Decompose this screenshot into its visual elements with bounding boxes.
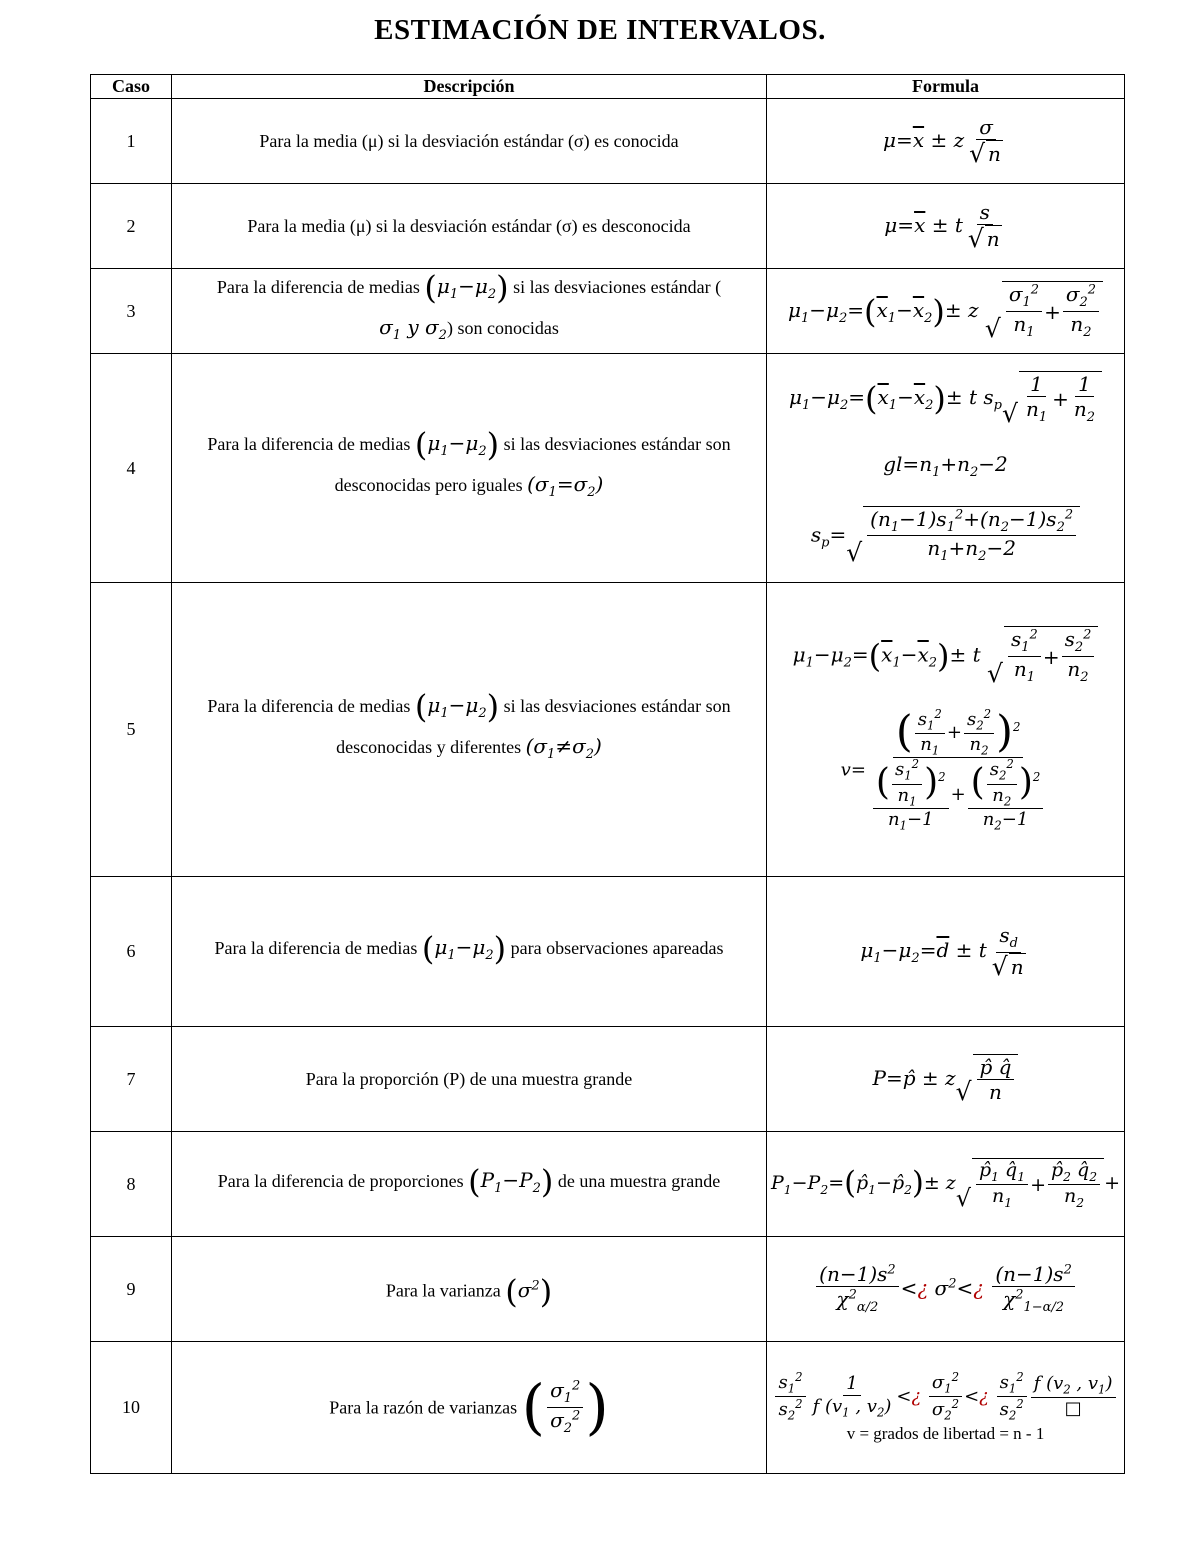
formula-4b: $gl=n_1+n_2-2$ xyxy=(883,451,1008,480)
description-cell: Para la diferencia de medias $(\mu_1-\mu_2)$ si las desviaciones estándar son desconocidas y diferentes $(\sigma_1\ne\sigma_2)$ xyxy=(172,583,767,877)
formula-cell xyxy=(767,1342,1125,1474)
formula-8: $P_1-P_2=(p̂_1-p̂_2)\pm z$ √ $\frac{p̂_1 q̂_1}{n_1}$ + $\frac{p̂_2 q̂_2}{n_2}$ + xyxy=(770,1158,1120,1212)
formula-cell xyxy=(767,877,1125,1027)
formula-1: $\mu=\overline{x} \pm z$ σ √ n xyxy=(883,114,1001,169)
formula-cell xyxy=(767,354,1125,583)
table-row xyxy=(91,583,1125,877)
formula-7: P=p̂ ± z √ $\frac{p̂ q̂}{n}$ xyxy=(873,1066,1019,1090)
table-row xyxy=(91,1027,1125,1132)
formula-3: $\mu_1-\mu_2=(\overline{x}_1-\overline{x}_2)\pm z$ √ $\frac{\sigma_1^2}{n_1}$ + $\frac{\sigma_2^2}{n_2}$ xyxy=(788,298,1103,322)
formula-cell xyxy=(767,1237,1125,1342)
table-row xyxy=(91,269,1125,354)
page-title: ESTIMACIÓN DE INTERVALOS. xyxy=(374,14,826,46)
description-cell: Para la media (μ) si la desviación estándar (σ) es conocida xyxy=(172,99,767,184)
caso-cell: 10 xyxy=(91,1342,172,1474)
description-cell: Para la diferencia de medias $(\mu_1-\mu_2)$ para observaciones apareadas xyxy=(172,877,767,1027)
description-cell: Para la media (μ) si la desviación estándar (σ) es desconocida xyxy=(172,184,767,269)
formula-cell xyxy=(767,99,1125,184)
caso-cell: 5 xyxy=(91,583,172,877)
description-cell: Para la proporción (P) de una muestra grande xyxy=(172,1027,767,1132)
caso-cell: 8 xyxy=(91,1132,172,1237)
formula-cell xyxy=(767,184,1125,269)
intervals-table xyxy=(90,74,1125,1474)
formula-6: $\mu_1-\mu_2=\overline{d} \pm t$ $s_d$ √ n xyxy=(860,922,1024,982)
formula-9: $\frac{(n-1)s^2}{\chi^2_{\alpha/2}}$ <¿ $\sigma^2<¿$ $\frac{(n-1)s^2}{\chi^2_{1-\alpha/2}}$ xyxy=(814,1276,1077,1300)
formula-5a: $\mu_1-\mu_2=(\overline{x}_1-\overline{x}_2)\pm t$ √ $\frac{s_1^2}{n_1}$ + $\frac{s_2^2}{n_2}$ xyxy=(793,626,1099,686)
table-row xyxy=(91,1132,1125,1237)
table-row xyxy=(91,99,1125,184)
header-descripcion: Descripción xyxy=(172,75,767,99)
description-cell: Para la diferencia de medias $(\mu_1-\mu_2)$ si las desviaciones estándar ( $\sigma_1$ y $\sigma_2$) son conocidas xyxy=(172,269,767,354)
table-row xyxy=(91,877,1125,1027)
caso-cell: 4 xyxy=(91,354,172,583)
formula-2: $\mu=\overline{x} \pm t$ s √ n xyxy=(884,199,1000,254)
caso-cell: 2 xyxy=(91,184,172,269)
formula-5b: v= ( $\frac{s_1^2}{n_1}$ + $\frac{s_2^2}{n_2}$ )$^2$ ( $\frac{s_1^2}{n_1}$ )$^2$ $n_1-1$ + ( $\frac{s_2^2}{n_2}$ )$^2$ $n_2-1$ xyxy=(841,708,1051,833)
caso-cell: 7 xyxy=(91,1027,172,1132)
formula-cell xyxy=(767,269,1125,354)
description-cell: Para la diferencia de medias $(\mu_1-\mu_2)$ si las desviaciones estándar son desconocidas pero iguales $(\sigma_1=\sigma_2)$ xyxy=(172,354,767,583)
caso-cell: 6 xyxy=(91,877,172,1027)
caso-cell: 3 xyxy=(91,269,172,354)
caso-cell: 1 xyxy=(91,99,172,184)
description-cell: Para la razón de varianzas ( $\frac{\sigma_1^2}{\sigma_2^2}$ ) xyxy=(172,1342,767,1474)
header-formula: Formula xyxy=(767,75,1125,99)
caso-cell: 9 xyxy=(91,1237,172,1342)
formula-4c: $s_p=$ √ $\frac{(n_1-1)s_1^2+(n_2-1)s_2^2}{n_1+n_2-2}$ xyxy=(811,506,1080,566)
formula-cell xyxy=(767,1132,1125,1237)
formula-10: $\frac{s_1^2}{s_2^2}$ $\frac{1}{f (v_1 , v_2)}$ <¿ $\frac{\sigma_1^2}{\sigma_2^2}$ <¿ $\frac{s_1^2}{s_2^2}$ $\frac{f (v_2 , v_1)}{□}$ xyxy=(773,1371,1117,1423)
mu-difference: $(\mu_1-\mu_2)$ xyxy=(424,268,509,307)
header-caso: Caso xyxy=(91,75,172,99)
description-cell: Para la varianza $(\sigma^2)$ xyxy=(172,1237,767,1342)
table-row xyxy=(91,354,1125,583)
table-row xyxy=(91,1342,1125,1474)
sigma-pair: $\sigma_1$ y $\sigma_2$ xyxy=(379,315,447,343)
formula-cell xyxy=(767,583,1125,877)
formula-cell xyxy=(767,1027,1125,1132)
table-row xyxy=(91,1237,1125,1342)
table-header xyxy=(91,75,1125,99)
description-cell: Para la diferencia de proporciones $(P_1-P_2)$ de una muestra grande xyxy=(172,1132,767,1237)
degrees-of-freedom-note: v = grados de libertad = n - 1 xyxy=(846,1424,1045,1444)
formula-4a: $\mu_1-\mu_2=(\overline{x}_1-\overline{x}_2)\pm t$ $s_p$ √ $\frac{1}{n_1}$ + $\frac{1}{n_2}$ xyxy=(789,371,1102,426)
table-row xyxy=(91,184,1125,269)
